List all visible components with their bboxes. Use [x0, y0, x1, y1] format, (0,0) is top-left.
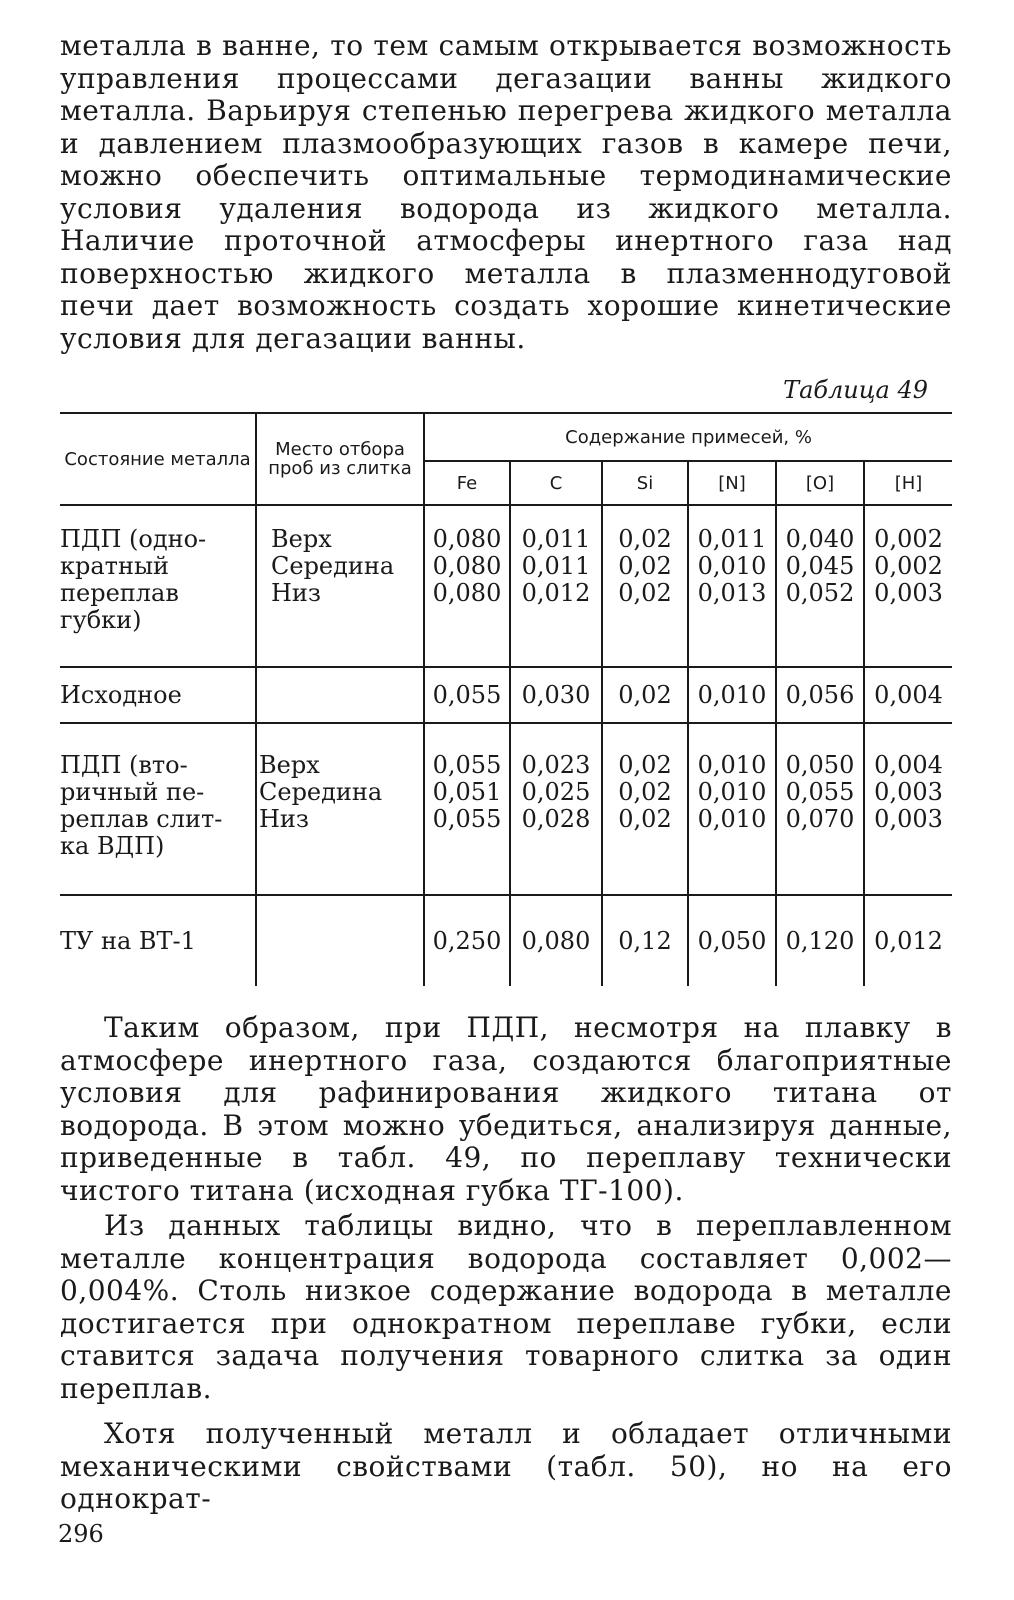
row-places: Верх Середина Низ — [256, 723, 424, 895]
cell-h: 0,004 0,003 0,003 — [864, 723, 952, 895]
header-element: Si — [602, 461, 688, 505]
row-state: ПДП (одно- кратный переплав губки) — [60, 525, 207, 634]
header-element: [H] — [864, 461, 952, 505]
cell-o: 0,120 — [776, 895, 864, 986]
paragraph-continuation: металла в ванне, то тем самым открывается возможность управления процессами дегазации ванны жидкого металла. Варьируя степенью перегрева жидкого металла и давлением плазмообразующих газов в камере печи, можно обеспечить оптимальные термодинамические условия удаления водорода из жидкого металла. Наличие проточной атмосферы инертного газа над поверхностью жидкого металла в плазменнодуговой печи дает возможность создать хорошие кинетические условия для дегазации ванны. — [60, 29, 952, 355]
cell-o: 0,040 0,045 0,052 — [776, 505, 864, 667]
table-row — [60, 505, 952, 667]
cell-si: 0,02 0,02 0,02 — [602, 723, 688, 895]
paragraph: Таким образом, при ПДП, несмотря на плавку в атмосфере инертного газа, создаются благоприятные условия для рафинирования жидкого титана от водорода. В этом можно убедиться, анализируя данные, приведенные в табл. 49, по переплаву технически чистого титана (исходная губка ТГ-100). — [60, 1011, 952, 1207]
row-state: ТУ на ВТ-1 — [60, 926, 196, 955]
paragraph: Хотя полученный металл и обладает отличными механическими свойствами (табл. 50), но на его однократ- — [60, 1417, 952, 1515]
cell-fe: 0,250 — [424, 895, 510, 986]
cell-fe: 0,055 0,051 0,055 — [424, 723, 510, 895]
header-element: [N] — [688, 461, 776, 505]
cell-o: 0,050 0,055 0,070 — [776, 723, 864, 895]
cell-n: 0,010 0,010 0,010 — [688, 723, 776, 895]
cell-c: 0,080 — [510, 895, 602, 986]
cell-n: 0,050 — [688, 895, 776, 986]
page-number: 296 — [58, 1520, 104, 1548]
table-row — [60, 895, 952, 986]
row-places — [256, 895, 424, 986]
header-element: Fe — [424, 461, 510, 505]
cell-n: 0,011 0,010 0,013 — [688, 505, 776, 667]
header-element: [O] — [776, 461, 864, 505]
cell-h: 0,012 — [864, 895, 952, 986]
cell-fe: 0,055 — [424, 667, 510, 723]
cell-c: 0,011 0,011 0,012 — [510, 505, 602, 667]
impurity-table — [60, 412, 952, 986]
cell-h: 0,004 — [864, 667, 952, 723]
header-element: C — [510, 461, 602, 505]
cell-si: 0,12 — [602, 895, 688, 986]
header-content: Содержание примесей, % — [424, 413, 952, 461]
cell-si: 0,02 — [602, 667, 688, 723]
cell-c: 0,023 0,025 0,028 — [510, 723, 602, 895]
header-place: Место отбора проб из слитка — [256, 413, 424, 505]
cell-o: 0,056 — [776, 667, 864, 723]
cell-h: 0,002 0,002 0,003 — [864, 505, 952, 667]
row-places — [256, 667, 424, 723]
cell-c: 0,030 — [510, 667, 602, 723]
table-caption: Таблица 49 — [783, 376, 928, 404]
header-state: Состояние металла — [60, 413, 256, 505]
cell-si: 0,02 0,02 0,02 — [602, 505, 688, 667]
row-places: Верх Середина Низ — [256, 505, 424, 667]
row-state: Исходное — [60, 680, 182, 709]
cell-fe: 0,080 0,080 0,080 — [424, 505, 510, 667]
table-row — [60, 723, 952, 895]
cell-n: 0,010 — [688, 667, 776, 723]
paragraph: Из данных таблицы видно, что в переплавленном металле концентрация водорода составляет 0,002—0,004%. Столь низкое содержание водорода в металле достигается при однократном переплаве губки, если ставится задача получения товарного слитка за один переплав. — [60, 1209, 952, 1405]
table-row — [60, 667, 952, 723]
row-state: ПДП (вто- ричный пе- реплав слит- ка ВДП) — [60, 751, 223, 860]
